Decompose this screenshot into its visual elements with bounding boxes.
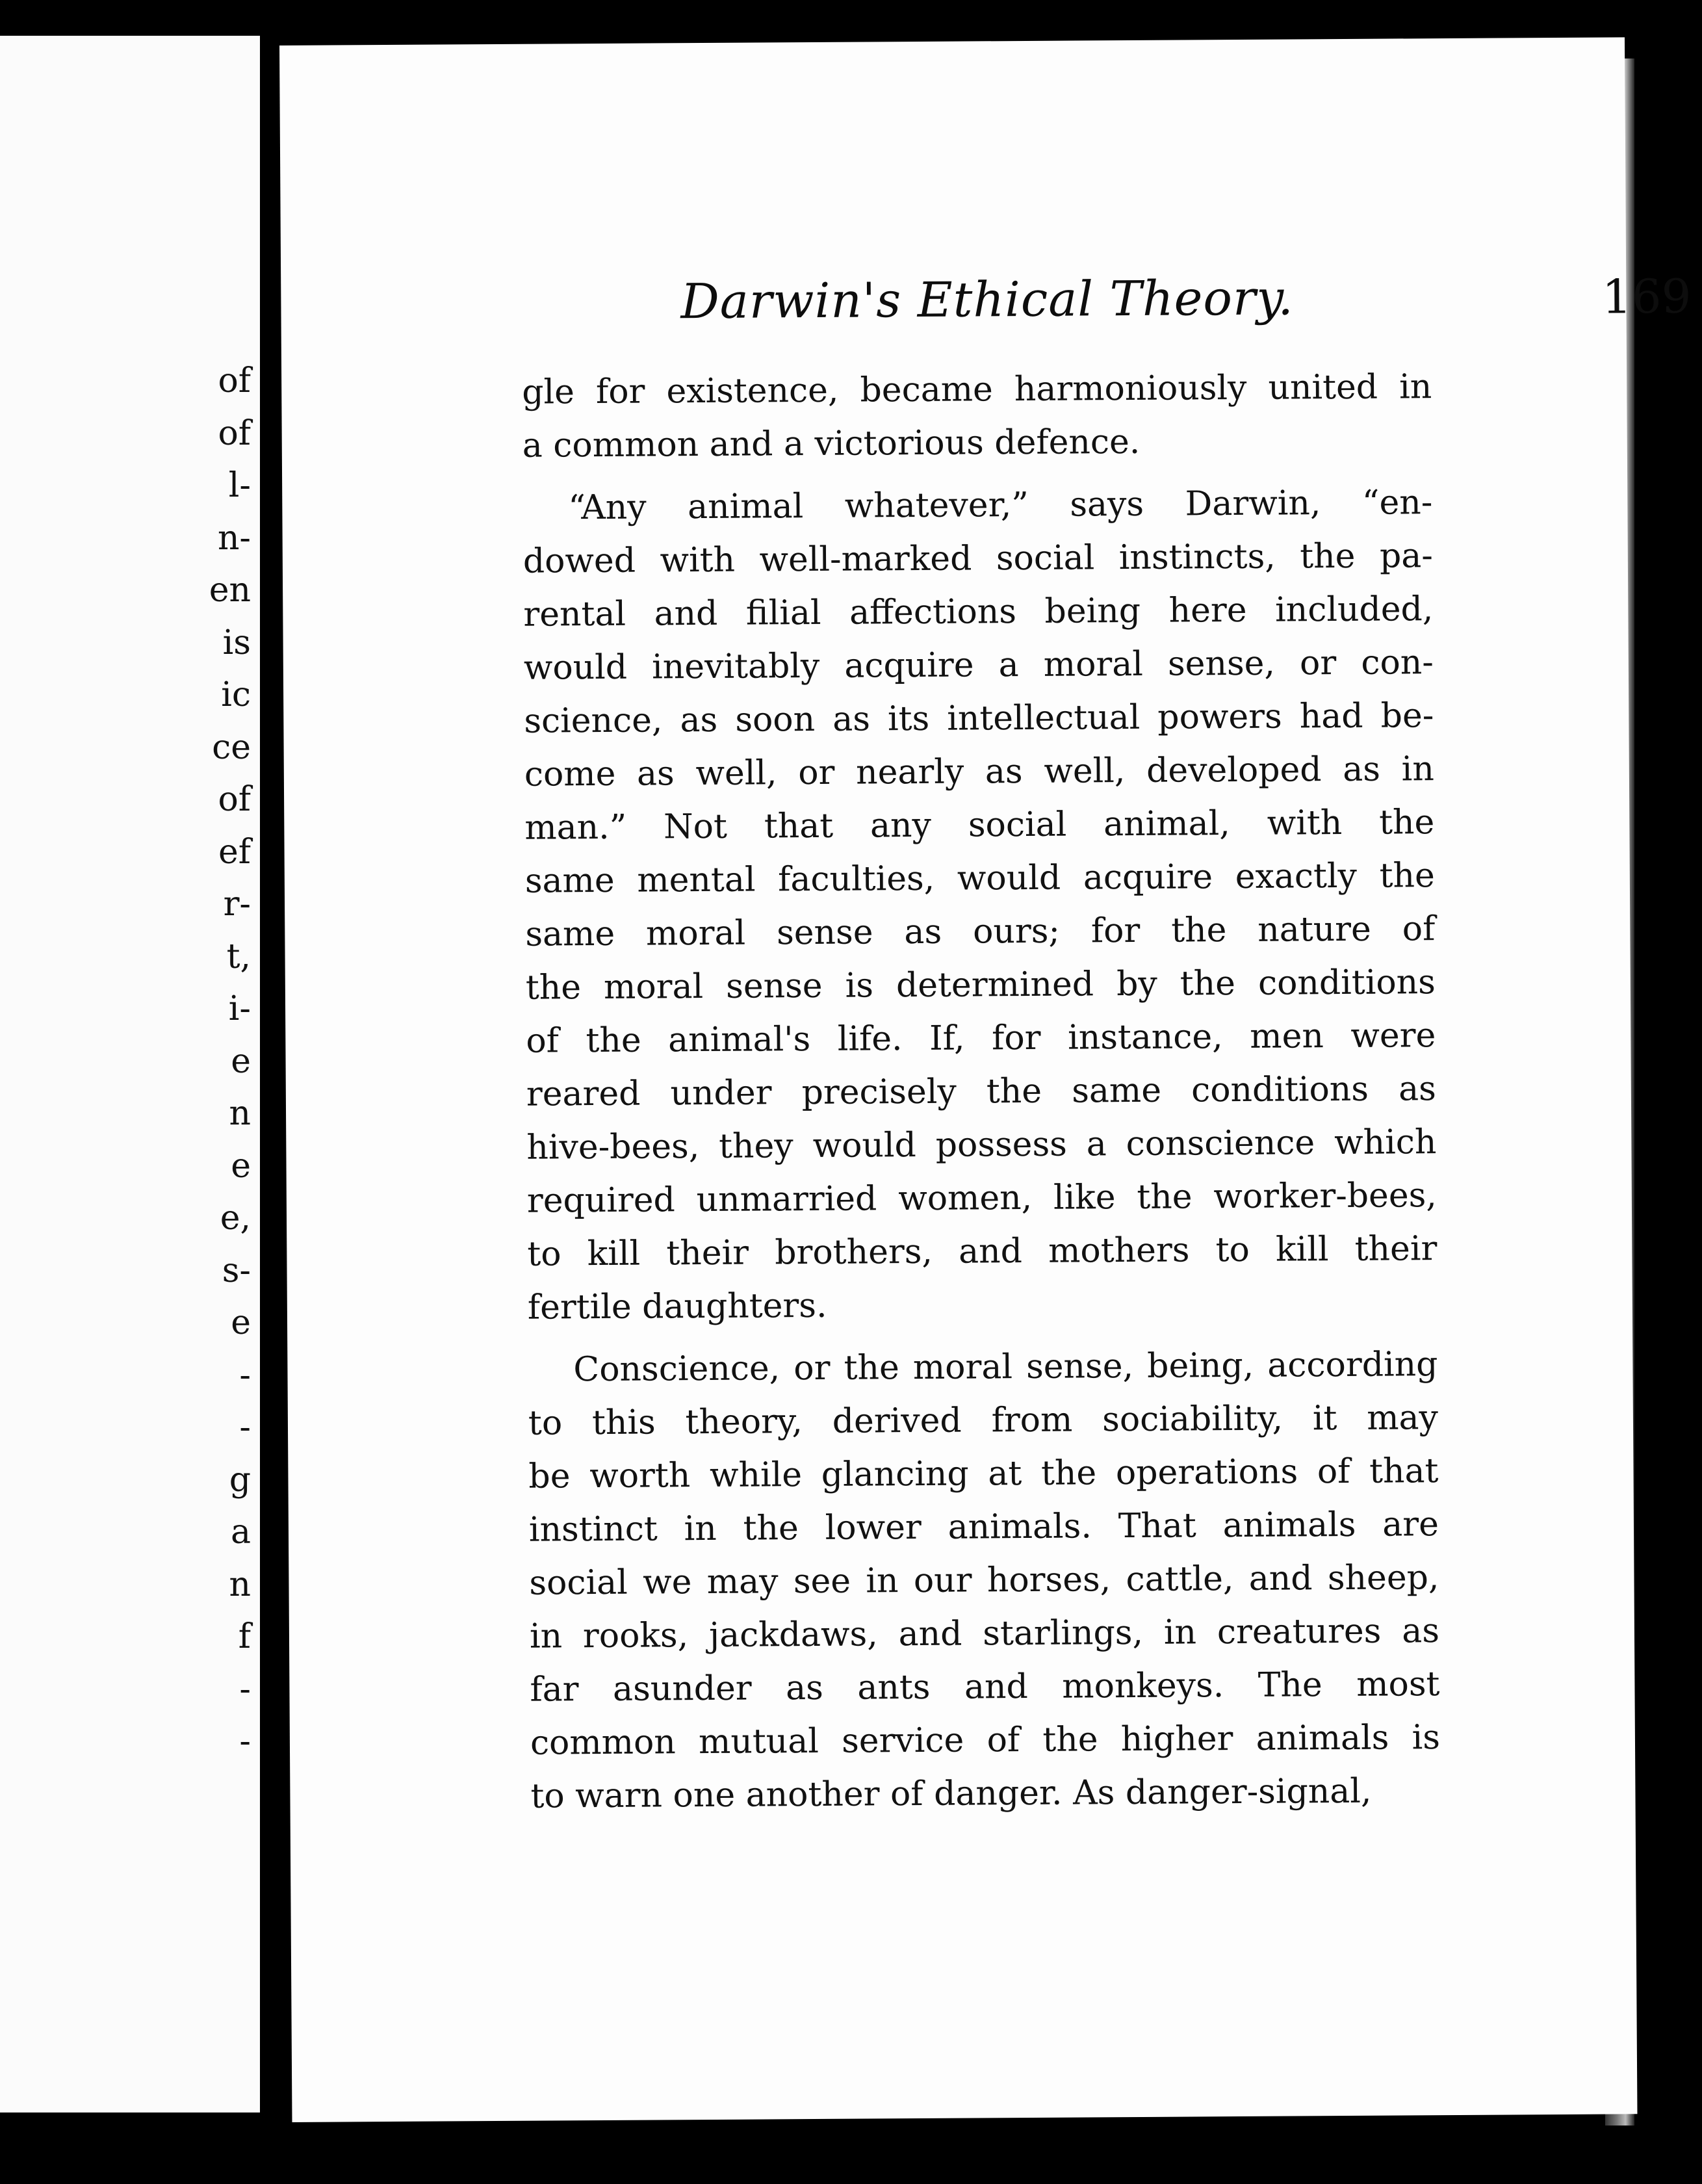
previous-page-fragment: e [231,1041,251,1081]
previous-page-fragment: i- [228,989,251,1028]
text-line: man.” Not that any social animal, with the [524,803,1435,848]
text-line: far asunder as ants and monkeys. The most [530,1665,1440,1710]
previous-page [0,36,260,2112]
text-line: dowed with well-marked social instincts, the pa- [522,536,1434,581]
previous-page-fragment: n [229,1565,251,1604]
previous-page-fragment: ef [218,832,251,872]
previous-page-fragment: e [231,1146,251,1186]
previous-page-fragment: - [239,1669,251,1709]
previous-page-fragment: ic [221,675,251,714]
body-text [522,360,1441,1823]
text-line: to this theory, derived from sociability, it may [528,1398,1439,1443]
text-line: come as well, or nearly as well, developed as in [524,749,1435,794]
text-line: rental and filial affections being here included, [523,590,1434,634]
text-line: a common and a victorious defence. [522,422,1141,465]
current-page [279,37,1692,2122]
text-line: science, as soon as its intellectual powers had be- [524,696,1434,741]
text-line: be worth while glancing at the operations of that [528,1451,1439,1496]
previous-page-fragment: is [222,623,251,662]
previous-page-fragment: of [218,413,251,453]
previous-page-fragment: en [209,571,251,610]
previous-page-fragment: f [238,1617,251,1656]
previous-page-fragment: a [230,1513,251,1552]
text-line: same mental faculties, would acquire exactly the [524,856,1436,901]
previous-page-fragment: - [239,1355,251,1395]
book-gutter [260,36,279,2119]
text-line: social we may see in our horses, cattle, and sheep, [529,1558,1439,1603]
previous-page-fragment: g [229,1460,251,1500]
paragraph-first-line: gle for existence, became harmoniously united in [522,367,1432,412]
text-line: required unmarried women, like the worker-bees, [526,1176,1438,1221]
text-line: of the animal's life. If, for instance, men were [526,1016,1436,1061]
text-line: would inevitably acquire a moral sense, or con- [523,643,1434,688]
text-line: the moral sense is determined by the conditions [525,963,1436,1008]
previous-page-fragment: s- [222,1251,251,1290]
text-line: hive-bees, they would possess a conscience which [526,1123,1437,1167]
previous-page-fragment: r- [223,885,251,924]
paragraph-first-line: Conscience, or the moral sense, being, according [573,1345,1438,1390]
previous-page-fragment: - [239,1408,251,1447]
previous-page-fragment: n [229,1094,251,1133]
text-line: same moral sense as ours; for the nature of [525,909,1436,954]
previous-page-fragment: e [231,1303,251,1342]
previous-page-fragment: - [239,1722,251,1761]
page-number: 169 [1601,268,1692,324]
text-line: to kill their brothers, and mothers to kill their [527,1229,1438,1274]
running-title: Darwin's Ethical Theory. [680,270,1295,330]
text-line: fertile daughters. [527,1286,827,1327]
text-line: to warn one another of danger. As danger-signal, [530,1771,1372,1816]
paragraph-first-line: “Any animal whatever,” says Darwin, “en- [568,483,1433,528]
previous-page-fragment: of [218,361,251,400]
text-line: reared under precisely the same conditions as [526,1069,1437,1114]
previous-page-fragment: t, [226,937,251,976]
previous-page-fragment: e, [220,1199,251,1238]
text-line: in rooks, jackdaws, and starlings, in creatures as [529,1611,1440,1656]
text-line: common mutual service of the higher animals is [530,1718,1441,1763]
previous-page-fragment: ce [212,727,251,767]
previous-page-fragment: l- [228,466,251,505]
text-line: instinct in the lower animals. That animals are [528,1505,1439,1550]
page-header [680,268,1692,358]
previous-page-fragment: n- [217,518,251,558]
previous-page-fragment: of [218,780,251,819]
